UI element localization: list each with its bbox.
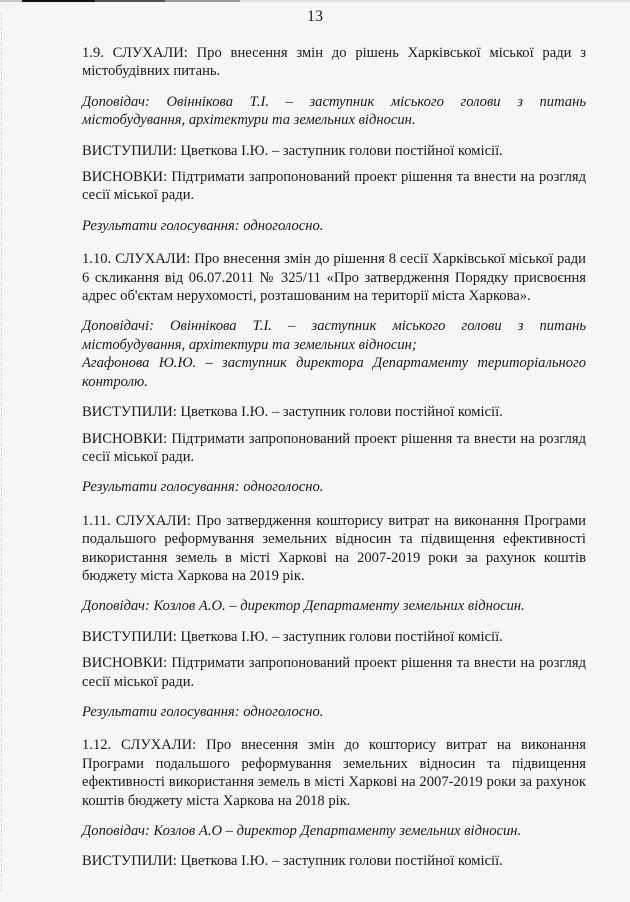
scan-top-edge — [0, 0, 630, 2]
spoke-paragraph: ВИСТУПИЛИ: Цветкова І.Ю. – заступник голови постійної комісії. — [82, 853, 503, 870]
spoke-paragraph: ВИСТУПИЛИ: Цветкова І.Ю. – заступник голови постійної комісії. — [82, 142, 503, 159]
document-body — [82, 44, 586, 871]
heard-paragraph: 1.10. СЛУХАЛИ: Про внесення змін до рішення 8 сесії Харківської міської ради 6 скликання від 06.07.2011 № 325/11 «Про затвердження Порядку присвоєння адрес об'єктам нерухомості, розташованим на території міста Харкова». — [82, 251, 586, 305]
scan-left-edge — [1, 12, 4, 892]
speaker-paragraph: Доповідач: Козлов А.О – директор Департаменту земельних відносин. — [82, 823, 522, 839]
agenda-item-1-9 — [82, 44, 586, 235]
speaker-paragraph-2: Агафонова Ю.Ю. – заступник директора Департаменту територіального контролю. — [82, 355, 586, 390]
page-number: 13 — [307, 8, 323, 25]
speaker-paragraph: Доповідач: Козлов А.О. – директор Департаменту земельних відносин. — [82, 598, 525, 615]
spoke-paragraph: ВИСТУПИЛИ: Цветкова І.Ю. – заступник голови постійної комісії. — [82, 628, 503, 645]
heard-paragraph: 1.11. СЛУХАЛИ: Про затвердження кошторису витрат на виконання Програми подальшого реформування земельних відносин та підвищення ефективності використання земель в місті Харкові на 2007-2019 роки за рахунок коштів бюджету міста Харкова на 2019 рік. — [82, 512, 586, 584]
vote-result: Результати голосування: одноголосно. — [82, 479, 324, 496]
conclusion-paragraph: ВИСНОВКИ: Підтримати запропонований проект рішення та внести на розгляд сесії міської ради. — [82, 430, 586, 465]
agenda-item-1-11 — [82, 512, 586, 722]
conclusion-paragraph: ВИСНОВКИ: Підтримати запропонований проект рішення та внести на розгляд сесії міської ради. — [82, 169, 586, 204]
speaker-paragraph: Доповідачі: Овіннікова Т.І. – заступник міського голови з питань містобудування, архітектури та земельних відносин; — [82, 318, 586, 353]
vote-result: Результати голосування: одноголосно. — [82, 217, 324, 234]
vote-result: Результати голосування: одноголосно. — [82, 703, 324, 720]
agenda-item-1-12 — [82, 736, 586, 870]
conclusion-paragraph: ВИСНОВКИ: Підтримати запропонований проект рішення та внести на розгляд сесії міської ради. — [82, 655, 586, 690]
spoke-paragraph: ВИСТУПИЛИ: Цветкова І.Ю. – заступник голови постійної комісії. — [82, 404, 503, 421]
heard-paragraph: 1.12. СЛУХАЛИ: Про внесення змін до кошторису витрат на виконання Програми подальшого реформування земельних відносин та підвищення ефективності використання земель в місті Харкові на 2007-2019 роки за рахунок коштів бюджету міста Харкова на 2018 рік. — [82, 737, 586, 809]
agenda-item-1-10 — [82, 250, 586, 496]
speaker-paragraph: Доповідач: Овіннікова Т.І. – заступник міського голови з питань містобудування, архітектури та земельних відносин. — [82, 93, 586, 129]
heard-paragraph: 1.9. СЛУХАЛИ: Про внесення змін до рішень Харківської міської ради з містобудівних питань. — [82, 45, 586, 80]
